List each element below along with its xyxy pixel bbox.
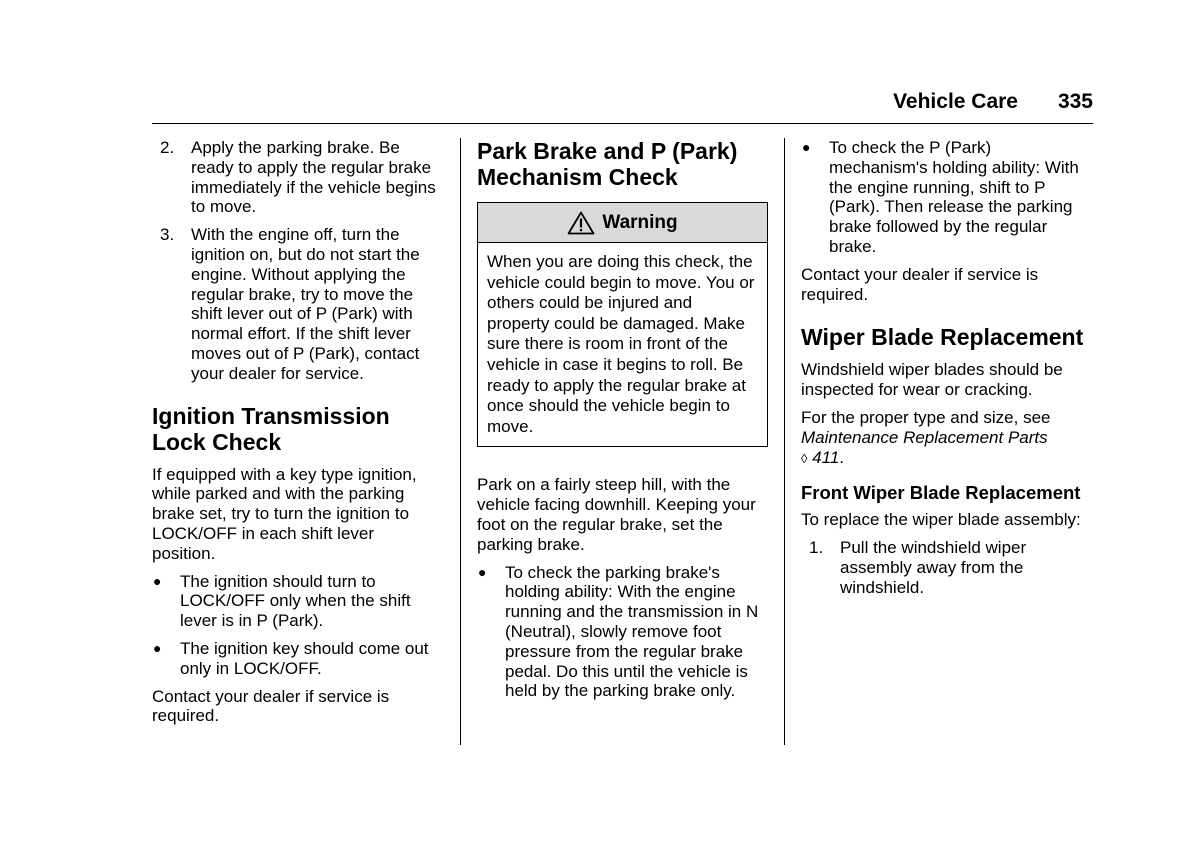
step-text: Pull the windshield wiper assembly away from the windshield. [840, 538, 1027, 597]
warning-text: When you are doing this check, the vehicle could begin to move. You or others could be injured and property could be damaged. Make sure there is room in front of the vehicle in case it begins to roll. Be ready to apply the regular brake at once should the vehicle begin to move. [487, 252, 755, 436]
step-text: With the engine off, turn the ignition on, but do not start the engine. Without applying the regular brake, try to move the shift lever out of P (Park) with normal effort. If the shift lever moves out of P (Park), contact your dealer for service. [191, 225, 420, 383]
paragraph: To replace the wiper blade assembly: [801, 510, 1081, 530]
reference-link[interactable]: Maintenance Replacement Parts [801, 427, 1048, 447]
subsection-heading: Front Wiper Blade Replacement [801, 482, 1081, 504]
paragraph: Windshield wiper blades should be inspected for wear or cracking. [801, 360, 1063, 400]
column-divider [784, 138, 785, 745]
list-item [152, 572, 442, 631]
bullet-text: To check the P (Park) mechanism's holding ability: With the engine running, shift to P (Park). Then release the parking brake followed by the regular brake. [829, 138, 1079, 256]
bullet-text: To check the parking brake's holding ability: With the engine running and the transmission in N (Neutral), slowly remove foot pressure from the regular brake pedal. Do this until the vehicle is held by the parking brake only. [505, 562, 759, 701]
paragraph: Contact your dealer if service is required. [801, 264, 1039, 304]
reference-page[interactable]: 411 [812, 447, 840, 467]
paragraph-reference [801, 408, 1093, 468]
warning-header [478, 203, 767, 243]
header-rule [152, 123, 1093, 124]
section-heading: Park Brake and P (Park) Mechanism Check [477, 138, 738, 190]
reference-lead: For the proper type and size, see [801, 407, 1051, 427]
paragraph: If equipped with a key type ignition, while parked and with the parking brake set, try to turn the ignition to LOCK/OFF in each shift lever position. [152, 464, 417, 563]
list-item [801, 138, 1093, 257]
column-middle [477, 138, 768, 709]
bullet-text: The ignition key should come out only in LOCK/OFF. [180, 638, 429, 678]
page-header [152, 88, 1093, 121]
section-heading: Wiper Blade Replacement [801, 324, 1084, 351]
warning-box [477, 202, 768, 447]
reference-tail: . [839, 447, 845, 467]
paragraph: Contact your dealer if service is required. [152, 686, 390, 726]
column-right [801, 138, 1093, 606]
page-ref-icon: ◊ [801, 450, 808, 466]
bullet-icon: ● [153, 572, 162, 589]
bullet-icon: ● [153, 639, 162, 656]
list-item [801, 538, 1093, 597]
column-divider [460, 138, 461, 745]
list-item [152, 138, 442, 217]
column-left [152, 138, 442, 734]
list-item [477, 563, 768, 702]
step-number: 3. [160, 225, 175, 245]
section-heading: Ignition Transmission Lock Check [152, 402, 390, 455]
paragraph: Park on a fairly steep hill, with the vehicle facing downhill. Keeping your foot on the regular brake, set the parking brake. [477, 475, 756, 554]
bullet-icon: ● [478, 563, 487, 580]
warning-icon [567, 211, 595, 235]
bullet-icon: ● [802, 139, 811, 155]
page-number: 335 [1057, 90, 1093, 113]
bullet-text: The ignition should turn to LOCK/OFF only when the shift lever is in P (Park). [180, 571, 411, 631]
list-item [152, 639, 442, 679]
step-number: 1. [809, 538, 824, 558]
step-text: Apply the parking brake. Be ready to apply the regular brake immediately if the vehicle begins to move. [191, 138, 436, 217]
step-number: 2. [160, 138, 175, 157]
section-title: Vehicle Care [893, 90, 1018, 113]
warning-title: Warning [602, 211, 678, 233]
list-item [152, 225, 442, 383]
